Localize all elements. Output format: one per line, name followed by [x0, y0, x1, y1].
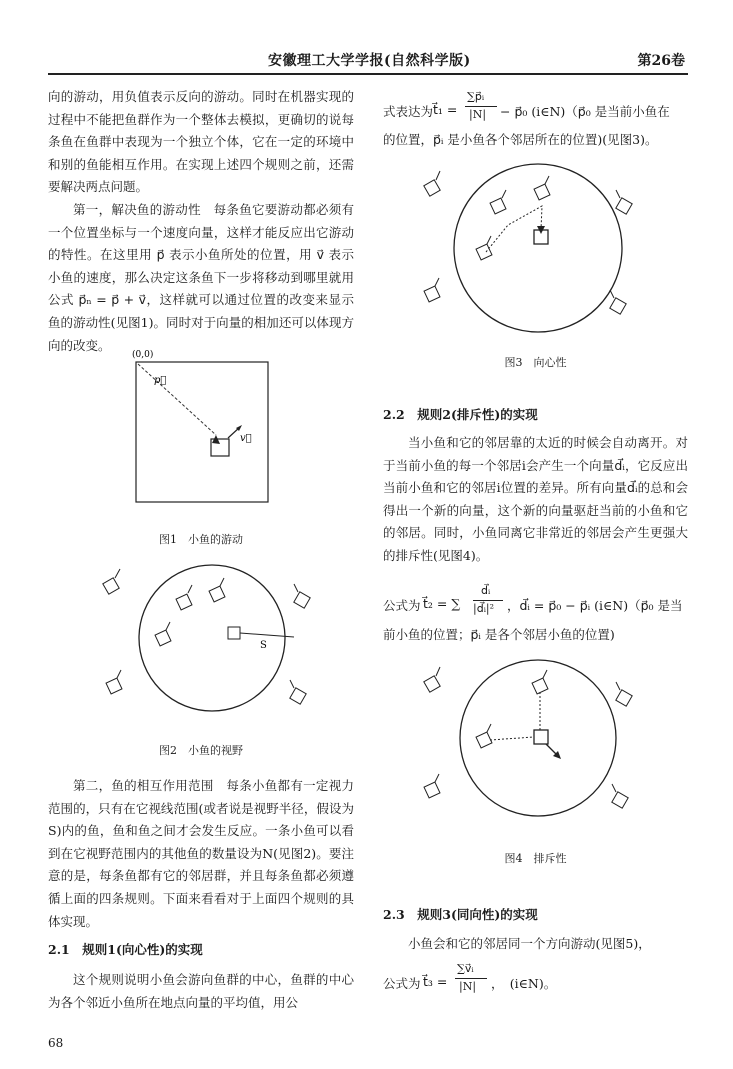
fig4-fish-4 [476, 724, 492, 748]
paragraph-6: 小鱼会和它的邻居同一个方向游动(见图5)， [408, 936, 651, 951]
fig2-fish-3 [209, 578, 225, 602]
section-2-1-heading: 2.1 规则1(向心性)的实现 [48, 942, 203, 957]
paragraph-3: 第二，鱼的相互作用范围 每条小鱼都有一定视力范围的，只有在它视线范围(或者说是视野半径，假设为S)内的鱼，鱼和鱼之间才会发生反应。一条小鱼可以看到在它视野范围内的其他鱼的数量设为N(见图2)。要注意的是，每条鱼都有它的邻居群，并且每条鱼都必须遵循上面的四条规则。下面来看看对于上面四个规则的具体实现。 [48, 778, 354, 929]
fig3-caption: 图3 向心性 [504, 356, 567, 369]
paragraph-1: 向的游动，用负值表示反向的游动。同时在机器实现的过程中不能把鱼群作为一个整体去模拟，更确切的说每条鱼在鱼群中表现为一个独立个体，它在一定的环境中和别的鱼能相互作用。在实现上述四个规则之前，还需要解决两点问题。 [48, 89, 354, 195]
formula-3-denominator: |N| [459, 980, 477, 993]
formula-2-rest: ，d⃗ᵢ = p⃗₀ − p⃗ᵢ (i∈N)（p⃗₀ 是当 [507, 598, 683, 613]
fig4-vision-circle [460, 660, 616, 816]
paragraph-4: 这个规则说明小鱼会游向鱼群的中心，鱼群的中心为各个邻近小鱼所在地点向量的平均值，用公 [48, 972, 354, 1010]
formula-3 [383, 962, 688, 996]
fig2-fish-4 [294, 584, 310, 608]
fig1-origin-label: (0,0) [132, 350, 154, 360]
fig4-fish-5 [424, 774, 440, 798]
right-text-block-1 [383, 432, 688, 568]
section-2-3-heading: 2.3 规则3(同向性)的实现 [383, 907, 538, 922]
formula-1-lhs: t⃗₁ = [433, 102, 458, 117]
fig2-fish-7 [290, 680, 306, 704]
volume-label: 第26卷 [637, 53, 685, 69]
fig2-fish-1 [103, 569, 120, 594]
fig4-fish-6 [612, 784, 628, 808]
formula-1-rest: − p⃗₀ (i∈N)（p⃗₀ 是当前小鱼在 [500, 104, 670, 119]
fig3-fish-4 [616, 190, 632, 214]
formula-1-numerator: ∑p⃗ᵢ [467, 90, 485, 103]
fig4-repel-line-2 [490, 737, 534, 740]
fig2-radius-line [240, 633, 294, 637]
section-2-2-heading: 2.2 规则2(排斥性)的实现 [383, 407, 538, 422]
formula-3-lhs: t⃗₃ = [423, 974, 448, 989]
fig4-caption: 图4 排斥性 [504, 852, 567, 865]
left-text-block-2 [48, 775, 354, 933]
fig2-caption: 图2 小鱼的视野 [159, 744, 243, 757]
left-text-block-1 [48, 86, 354, 357]
fig3-fish-7 [610, 290, 626, 314]
fig2-vision-circle [139, 565, 285, 711]
fig1-p-label: p⃗ [154, 375, 167, 386]
fig3-fish-2 [490, 190, 506, 214]
figure-4 [418, 658, 658, 828]
fig4-current-fish [534, 730, 548, 744]
page-number: 68 [48, 1036, 64, 1050]
formula-2-fraction-bar [473, 600, 503, 601]
fig2-center-fish [228, 627, 240, 639]
fig3-fish-6 [424, 278, 440, 302]
formula-2 [383, 584, 688, 618]
fig2-fish-2 [176, 585, 192, 610]
formula-1 [383, 90, 688, 124]
figure-3 [418, 160, 658, 340]
formula-3-fraction-bar [455, 978, 487, 979]
header-rule [48, 73, 688, 75]
formula-2-numerator: d⃗ᵢ [481, 584, 491, 597]
fig1-caption: 图1 小鱼的游动 [159, 533, 243, 546]
fig4-fish-3 [616, 682, 632, 706]
fig4-fish-2 [532, 670, 548, 694]
fig1-position-vector [138, 364, 216, 435]
formula-2-line-2: 前小鱼的位置；p⃗ᵢ 是各个邻居小鱼的位置) [383, 627, 615, 642]
fig2-s-label: S [260, 640, 267, 651]
fig3-fish-3 [534, 176, 550, 200]
right-text-block-2 [383, 933, 688, 956]
formula-1-line-2: 的位置，p⃗ᵢ 是小鱼各个邻居所在的位置)(见图3)。 [383, 132, 658, 147]
figure-2 [100, 560, 320, 716]
fig2-fish-6 [106, 670, 122, 694]
paragraph-5: 当小鱼和它的邻居靠的太近的时候会自动离开。对于当前小鱼的每一个邻居i会产生一个向量d⃗ᵢ，它反应出当前小鱼和它的邻居i位置的差异。所有向量d⃗ᵢ的总和会得出一个新的向量，这个新的向量驱赶当前的小鱼和它的邻居。同时，小鱼同离它非常近的邻居会产生更强大的排斥性(见图4)。 [383, 435, 688, 563]
fig1-v-label: v⃗ [240, 433, 252, 444]
formula-1-fraction-bar [465, 106, 497, 107]
formula-2-prefix: 公式为 [383, 598, 421, 613]
figure-1 [128, 345, 278, 505]
formula-1-denominator: |N| [469, 108, 487, 121]
formula-3-numerator: ∑v⃗ᵢ [457, 962, 474, 975]
formula-3-rest: ， (i∈N)。 [491, 976, 557, 991]
fig3-fish-1 [424, 171, 440, 196]
formula-3-prefix: 公式为 [383, 976, 421, 991]
formula-2-lhs: t⃗₂ = ∑ [423, 596, 461, 611]
left-text-block-3 [48, 969, 354, 1014]
fig2-fish-5 [155, 622, 171, 646]
formula-1-prefix: 式表达为 [383, 104, 434, 119]
formula-2-denominator: |d⃗ᵢ|² [473, 602, 495, 615]
paragraph-2: 第一，解决鱼的游动性 每条鱼它要游动都必须有一个位置坐标与一个速度向量，这样才能反应出它游动的特性。在这里用 p⃗ 表示小鱼所处的位置，用 v⃗ 表示小鱼的速度，那么决定这条鱼下一步将移动到哪里就用公式 p⃗ₙ = p⃗ + v⃗，这样就可以通过位置的改变来显示鱼的游动性(见图1)。同时对于向量的相加还可以体现方向的改变。 [48, 201, 354, 353]
journal-title: 安徽理工大学学报(自然科学版) [268, 53, 471, 69]
fig4-fish-1 [424, 667, 440, 692]
